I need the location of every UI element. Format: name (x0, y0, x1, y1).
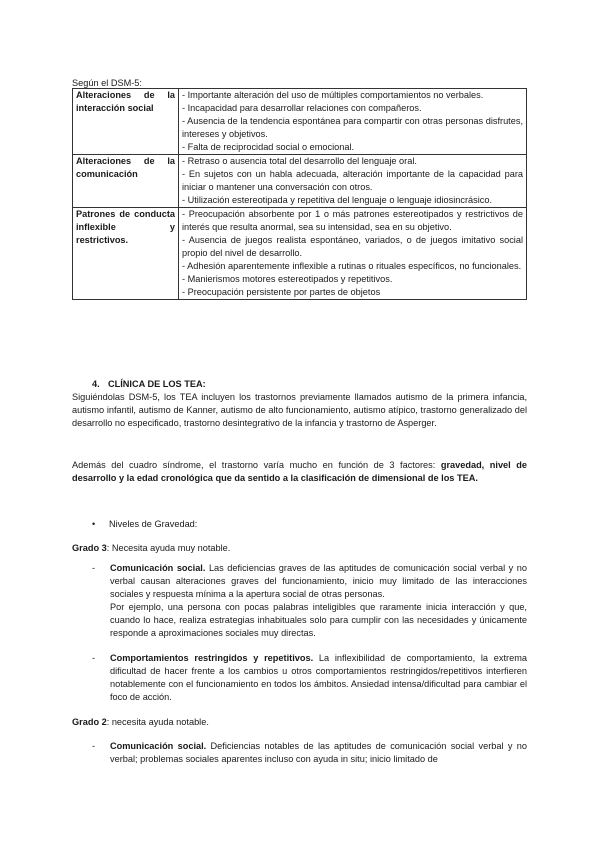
criteria-item: - Retraso o ausencia total del desarrollo del lenguaje oral. (182, 156, 417, 166)
category-cell: Alteraciones de la comunicación (73, 155, 179, 208)
dsm5-criteria-table (72, 88, 527, 300)
criteria-item: - Importante alteración del uso de múltiples comportamientos no verbales. (182, 90, 484, 100)
item-text: La inflexibilidad de comportamiento, la extrema dificultad de hacer frente a los cambios u otros comportamientos restringidos/repetitivos interfieren notablemente con el funcionamiento en todos los ámbitos. Ansiedad intensa/dificultad para cambiar el foco de acción. (110, 653, 527, 702)
criteria-cell (179, 89, 527, 155)
factors-text: Además del cuadro síndrome, el trastorno varía mucho en función de 3 factores: (72, 460, 441, 470)
grade-2-social-communication (92, 740, 527, 766)
paragraph-tea-definition: Siguiéndolas DSM-5, los TEA incluyen los trastornos previamente llamados autismo de la primera infancia, autismo infantil, autismo de Kanner, autismo de alto funcionamiento, autismo atípico, trastorno generalizado del desarrollo no especificado, trastorno desintegrativo de la infancia y trastorno de Asperger. (72, 392, 527, 428)
grade-description: : necesita ayuda notable. (106, 717, 209, 727)
criteria-item: - Ausencia de juegos realista espontáneo, variados, o de juegos imitativo social propio del nivel de desarrollo. (182, 235, 523, 258)
criteria-item: - Falta de reciprocidad social o emocional. (182, 142, 355, 152)
grade-description: : Necesita ayuda muy notable. (106, 543, 231, 553)
criteria-item: - Preocupación persistente por partes de objetos (182, 287, 381, 297)
table-row (73, 208, 527, 300)
dsm-intro: Según el DSM-5: (72, 78, 142, 88)
grade-3-restricted-behaviors (92, 652, 527, 704)
grade-label: Grado 2 (72, 717, 107, 727)
item-text: Las deficiencias graves de las aptitudes de comunicación social verbal y no verbal causan alteraciones graves del funcionamiento, inicio muy limitado de las interacciones sociales y respuesta mínima a la apertura social de otras personas. (110, 563, 528, 599)
dash-marker: - (92, 741, 96, 751)
item-title: Comunicación social. (110, 563, 206, 573)
criteria-cell (179, 208, 527, 300)
factors-bold-text: gravedad, nivel de desarrollo y la edad cronológica que da sentido a la clasificación de dimensional de los TEA. (72, 460, 527, 483)
grade-3-heading (72, 542, 230, 555)
item-example: Por ejemplo, una persona con pocas palabras inteligibles que raramente inicia interacción y que, cuando lo hace, realiza estrategias inhabituales solo para cumplir con las necesidades y únicamente responde a aproximaciones sociales muy directas. (110, 602, 527, 638)
item-body (110, 740, 527, 766)
section-heading (92, 378, 206, 391)
criteria-item: - Incapacidad para desarrollar relaciones con compañeros. (182, 103, 422, 113)
grade-3-social-communication (92, 562, 527, 640)
item-body (110, 652, 527, 704)
dash-marker: - (92, 653, 96, 663)
grade-label: Grado 3 (72, 543, 107, 553)
item-title: Comportamientos restringidos y repetitivos. (110, 653, 314, 663)
criteria-item: - En sujetos con un habla adecuada, alteración importante de la capacidad para iniciar o mantener una conversación con otros. (182, 169, 523, 192)
paragraph-factors (72, 459, 527, 485)
table-row (73, 89, 527, 155)
category-cell: Alteraciones de la interacción social (73, 89, 179, 155)
criteria-item: - Preocupación absorbente por 1 o más patrones estereotipados y restrictivos de interés que resulta anormal, sea su intensidad, sea en su objetivo. (182, 209, 523, 232)
grade-2-heading (72, 716, 209, 729)
criteria-item: - Adhesión aparentemente inflexible a rutinas o rituales específicos, no funcionales. (182, 261, 522, 271)
dash-marker: - (92, 563, 96, 573)
criteria-item: - Manierismos motores estereotipados y repetitivos. (182, 274, 393, 284)
item-body (110, 562, 527, 640)
bullet-icon: • (92, 519, 96, 529)
item-title: Comunicación social. (110, 741, 207, 751)
severity-levels-heading (92, 518, 197, 531)
criteria-item: - Utilización estereotipada y repetitiva del lenguaje o lenguaje idiosincrásico. (182, 195, 493, 205)
section-title: CLÍNICA DE LOS TEA: (108, 379, 206, 389)
criteria-cell (179, 155, 527, 208)
table-row (73, 155, 527, 208)
criteria-item: - Ausencia de la tendencia espontánea para compartir con otras personas disfrutes, intereses y objetivos. (182, 116, 523, 139)
bullet-heading-text: Niveles de Gravedad: (109, 519, 198, 529)
item-text: Deficiencias notables de las aptitudes de comunicación social verbal y no verbal; problemas sociales aparentes incluso con ayuda in situ; inicio limitado de (110, 741, 527, 764)
section-number: 4. (92, 379, 100, 389)
category-cell: Patrones de conducta inflexible y restrictivos. (73, 208, 179, 300)
